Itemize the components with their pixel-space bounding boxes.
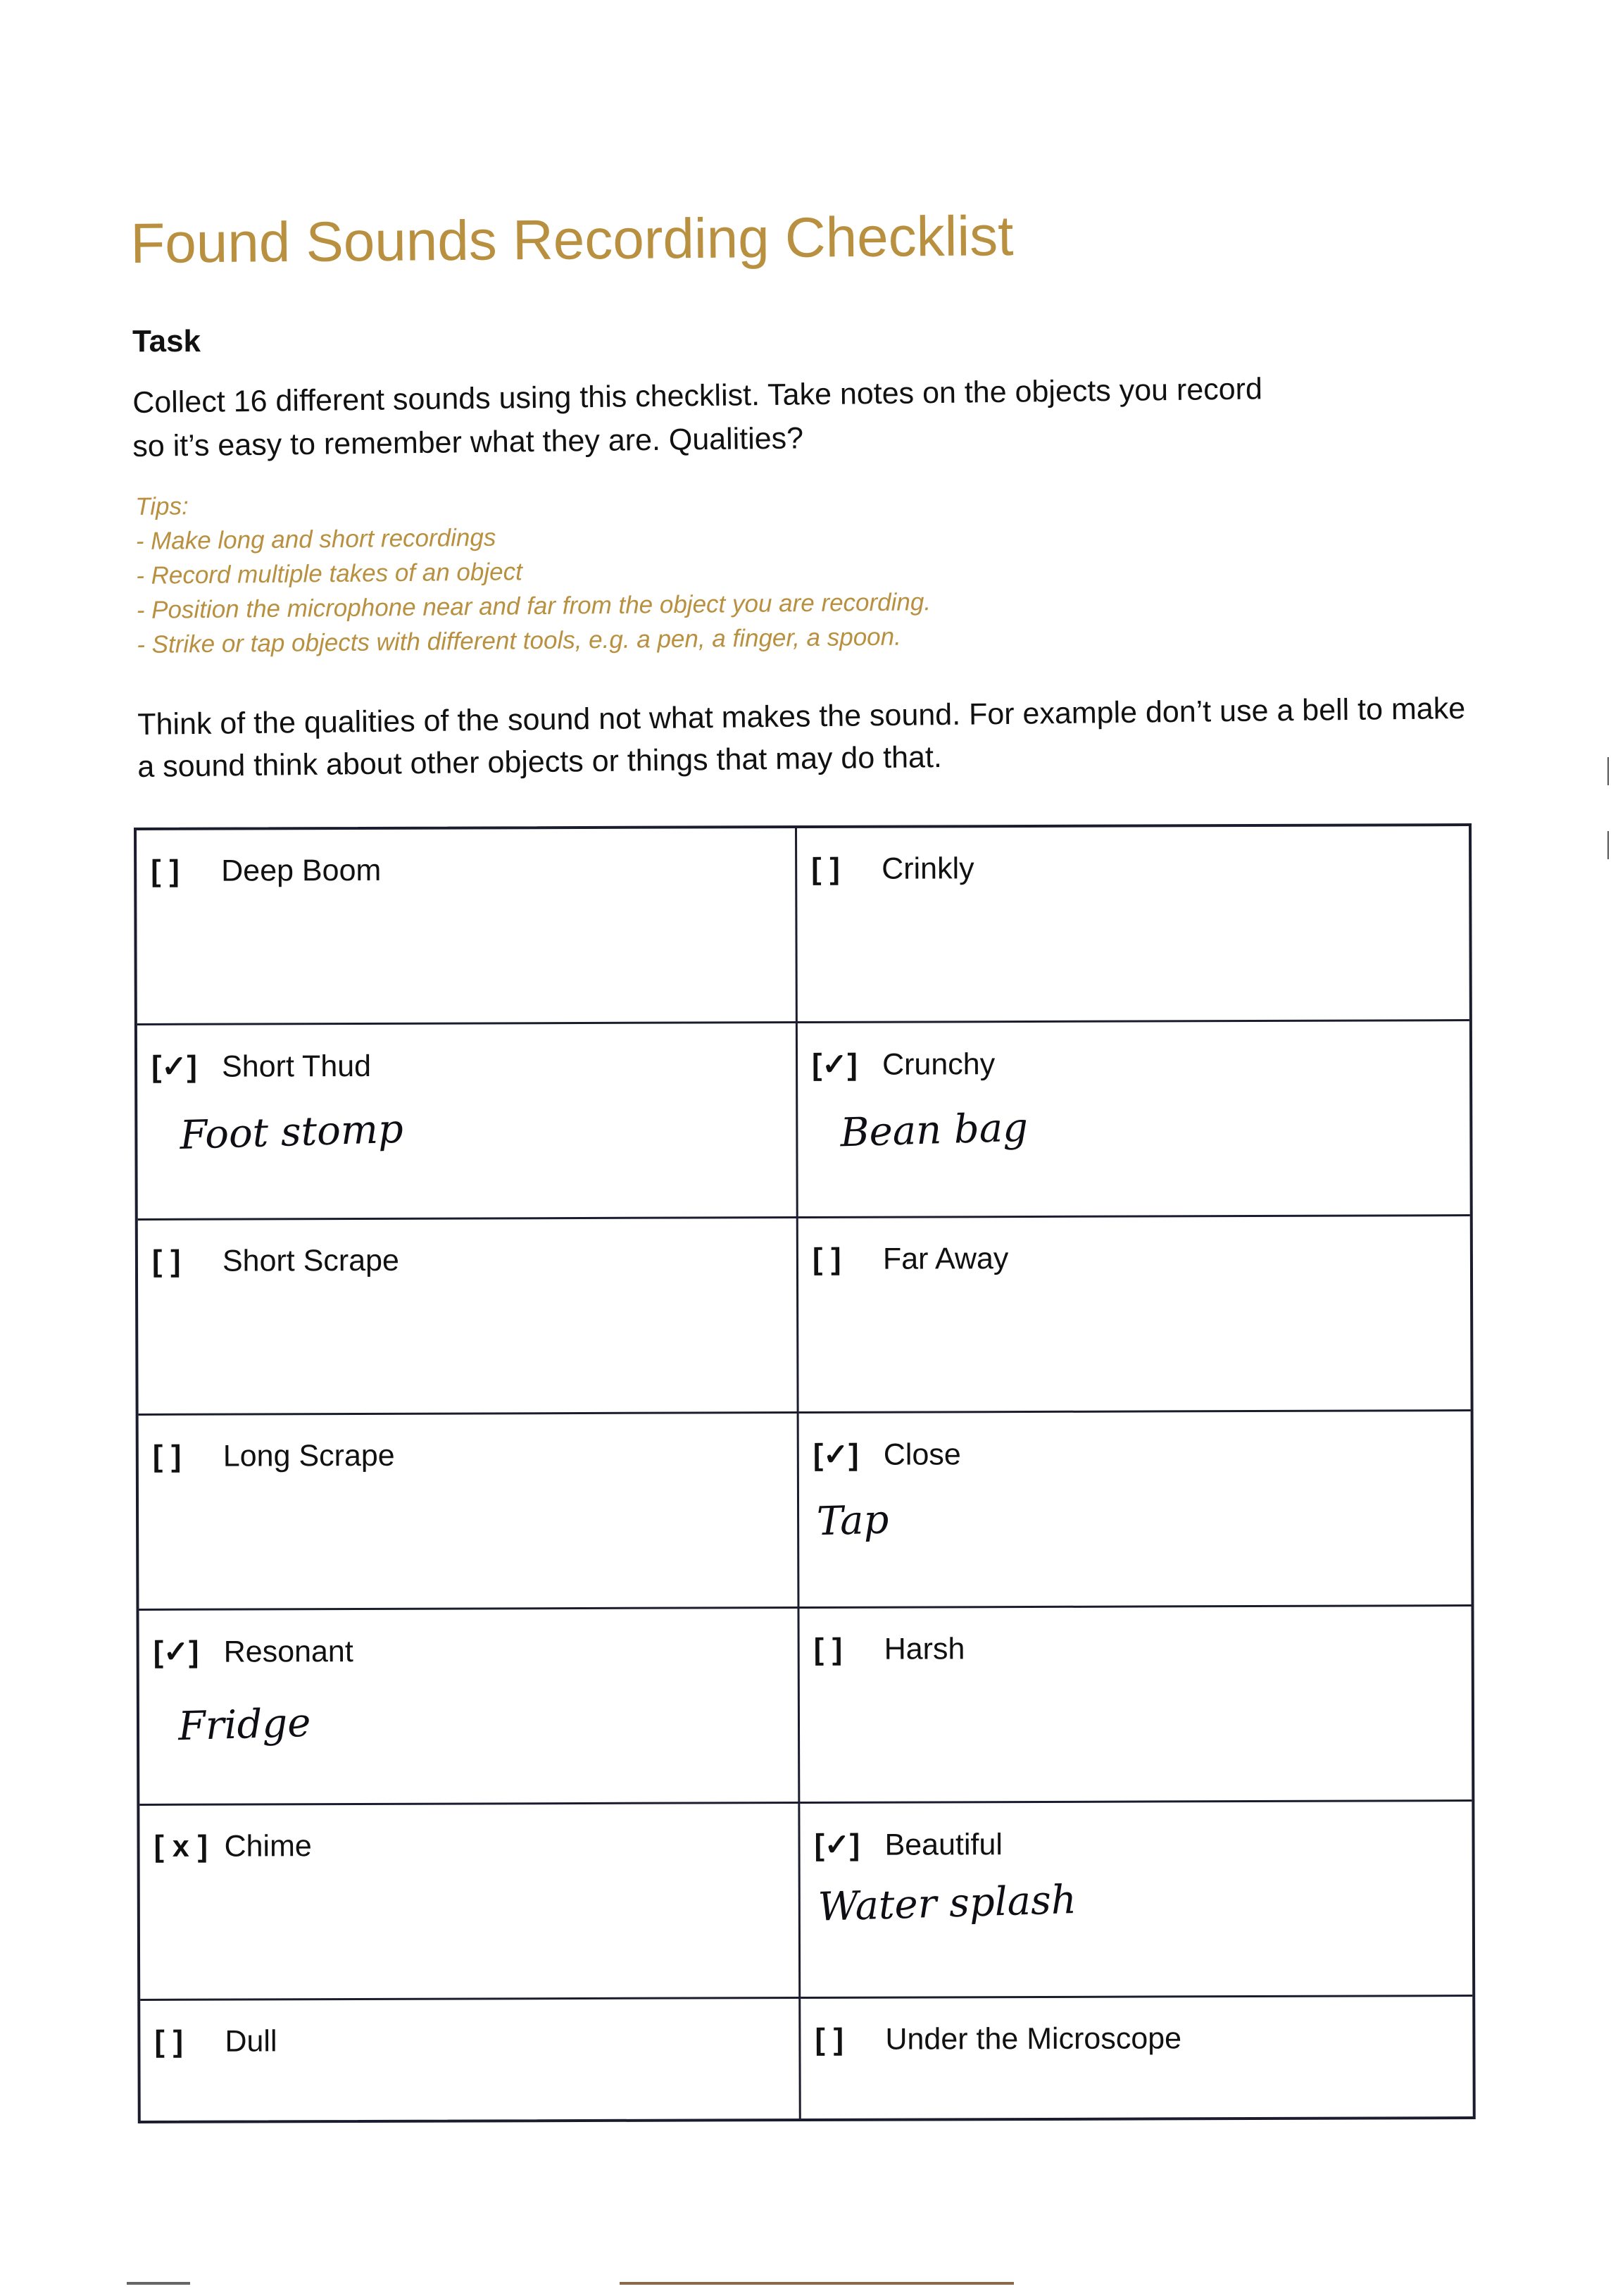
handwritten-note: Tap: [816, 1497, 890, 1545]
checkbox[interactable]: [ ]: [815, 2022, 844, 2057]
tip-item: - Make long and short recordings: [135, 523, 496, 555]
checkbox[interactable]: [✓]: [814, 1828, 860, 1862]
checklist-cell-harsh: [799, 1606, 1472, 1804]
checklist-cell-crunchy: [798, 1021, 1470, 1218]
tip-item: - Strike or tap objects with different tools, e.g. a pen, a finger, a spoon.: [137, 623, 902, 659]
item-label: Under the Microscope: [885, 2021, 1182, 2057]
checklist-cell-far-away: [798, 1216, 1471, 1414]
scan-artifact: [620, 2282, 1014, 2285]
item-label: Short Scrape: [222, 1243, 399, 1278]
checkbox[interactable]: [ ]: [151, 1244, 181, 1278]
handwritten-note: Fridge: [177, 1699, 312, 1750]
item-label: Far Away: [882, 1242, 1009, 1276]
item-label: Long Scrape: [222, 1438, 395, 1473]
task-heading: Task: [132, 324, 201, 358]
checkbox[interactable]: [ ]: [151, 854, 180, 888]
checkbox[interactable]: [ ]: [154, 2024, 184, 2059]
checklist-cell-dull: [140, 1999, 801, 2121]
checklist-table: [134, 823, 1476, 2123]
item-label: Resonant: [223, 1635, 353, 1669]
instruction-line-1: Think of the qualities of the sound not what makes the sound. For example don’t use a bell to make: [137, 691, 1466, 742]
handwritten-note: Bean bag: [839, 1104, 1029, 1156]
checklist-cell-close: [799, 1411, 1472, 1609]
checklist-cell-beautiful: [800, 1802, 1472, 1999]
item-label: Short Thud: [221, 1049, 372, 1084]
checklist-cell-crinkly: [797, 826, 1469, 1023]
checklist-cell-deep-boom: [137, 828, 798, 1025]
checkbox[interactable]: [ ]: [812, 1242, 841, 1276]
page-title: Found Sounds Recording Checklist: [130, 204, 1014, 275]
tip-item: - Record multiple takes of an object: [136, 558, 523, 589]
checkbox[interactable]: [✓]: [151, 1049, 197, 1084]
checkbox[interactable]: [ ]: [811, 851, 840, 886]
checkbox[interactable]: [ x ]: [153, 1829, 208, 1864]
tip-item: - Position the microphone near and far from the object you are recording.: [136, 588, 932, 624]
handwritten-note: Foot stomp: [179, 1106, 404, 1159]
item-label: Crinkly: [882, 851, 974, 886]
checklist-cell-chime: [139, 1804, 801, 2001]
item-label: Harsh: [884, 1632, 965, 1666]
scan-artifact: [1607, 831, 1609, 859]
task-text-line-2: so it’s easy to remember what they are. Qualities?: [132, 421, 804, 463]
task-text-line-1: Collect 16 different sounds using this checklist. Take notes on the objects you record: [132, 372, 1263, 420]
scan-artifact: [1607, 757, 1609, 785]
tips-heading: Tips:: [135, 492, 189, 520]
checklist-cell-short-scrape: [138, 1218, 799, 1416]
item-label: Chime: [224, 1829, 312, 1864]
checkbox[interactable]: [✓]: [153, 1635, 199, 1669]
checklist-cell-under-the-microscope: [801, 1997, 1473, 2119]
checkbox[interactable]: [✓]: [813, 1437, 859, 1472]
item-label: Deep Boom: [221, 853, 382, 888]
scan-artifact: [127, 2282, 190, 2285]
handwritten-note: Water splash: [817, 1877, 1077, 1930]
checklist-cell-resonant: [139, 1609, 800, 1806]
item-label: Dull: [225, 2024, 277, 2059]
checkbox[interactable]: [ ]: [152, 1439, 182, 1473]
item-label: Beautiful: [884, 1828, 1003, 1862]
tips-block: [135, 485, 932, 666]
checklist-cell-short-thud: [137, 1023, 798, 1221]
item-label: Close: [883, 1437, 961, 1472]
checkbox[interactable]: [ ]: [813, 1632, 843, 1666]
item-label: Crunchy: [882, 1047, 996, 1082]
checkbox[interactable]: [✓]: [811, 1047, 858, 1082]
checklist-cell-long-scrape: [139, 1414, 800, 1611]
instruction-line-2: a sound think about other objects or things that may do that.: [137, 740, 943, 784]
